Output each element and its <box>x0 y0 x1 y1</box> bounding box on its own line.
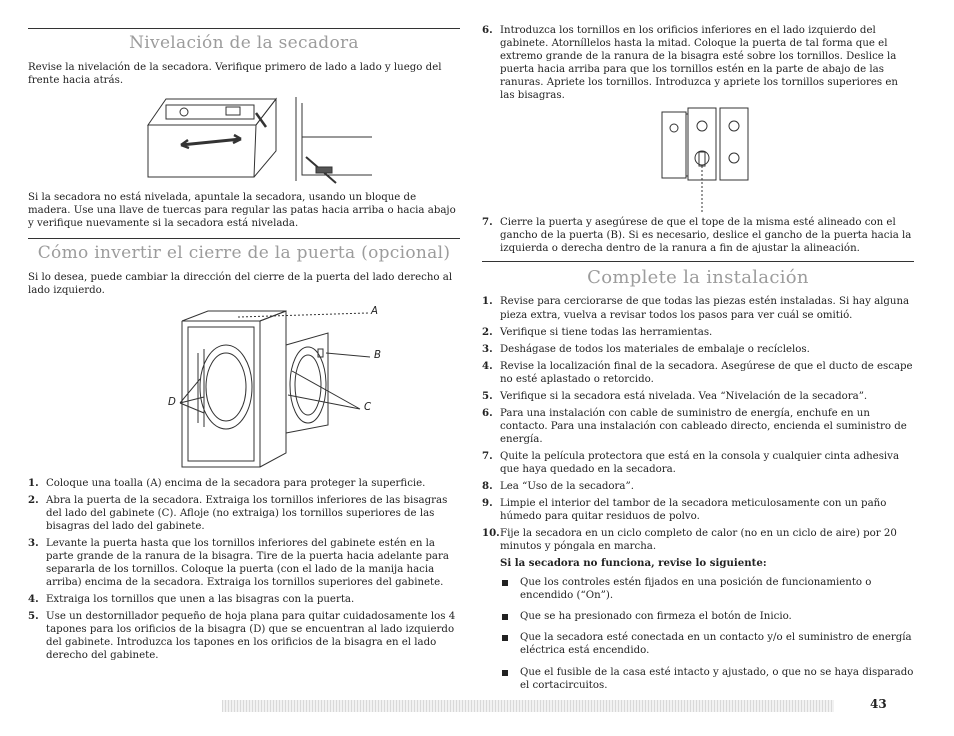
right-column <box>482 0 914 721</box>
section-rule <box>28 28 460 29</box>
door-illustration <box>168 305 390 475</box>
list-item: 2. Verifique si tiene todas las herramientas. <box>482 325 713 338</box>
list-item: 1. Revise para cerciorarse de que todas las piezas estén instaladas. Si hay alguna pieza extra, vuelva a revisar todos los pasos para ver cuál se omitió. <box>482 295 910 321</box>
door-reversal-intro: Si lo desea, puede cambiar la dirección del cierre de la puerta del lado derecho al lado izquierdo. <box>28 271 453 296</box>
label-d: D <box>168 396 176 408</box>
list-item: Que se ha presionado con firmeza el botón de Inicio. <box>482 610 914 623</box>
label-b: B <box>374 349 381 361</box>
list-item: 6. Para una instalación con cable de suministro de energía, enchufe en un contacto. Para una instalación con cableado directo, encienda el suministro de energía. <box>482 406 907 445</box>
section-rule <box>28 238 460 239</box>
hinge-illustration <box>658 106 754 214</box>
list-item: Que la secadora esté conectada en un contacto y/o el suministro de energía eléctrica está encendido. <box>482 631 914 657</box>
label-a: A <box>371 305 378 317</box>
list-item: 3. Levante la puerta hasta que los tornillos inferiores del gabinete estén en la parte grande de la ranura de la bisagra. Tire de la puerta hacia adelante para separarla de los tornillos. Coloque la puerta (con el lado de la manija hacia arriba) encima de la secadora. Extraiga los tornillos superiores del gabinete. <box>28 537 449 589</box>
list-item: 1. Coloque una toalla (A) encima de la secadora para proteger la superficie. <box>28 476 426 489</box>
leveling-intro: Revise la nivelación de la secadora. Verifique primero de lado a lado y luego del frente hacia atrás. <box>28 61 442 86</box>
footer-bar <box>222 700 834 712</box>
list-item: 4. Revise la localización final de la secadora. Asegúrese de que el ducto de escape no esté aplastado o retorcido. <box>482 359 913 385</box>
leveling-after: Si la secadora no está nivelada, apuntale la secadora, usando un bloque de madera. Use una llave de tuercas para regular las patas hacia arriba o hacia abajo y verifique nuevamente si la secadora está nivelada. <box>28 191 456 229</box>
list-item: 2. Abra la puerta de la secadora. Extraiga los tornillos inferiores de las bisagras del lado del gabinete (C). Afloje (no extraiga) los tornillos superiores de las bisagras del lado del gabinete. <box>28 493 448 532</box>
complete-installation-steps <box>482 295 914 553</box>
list-item: 3. Deshágase de todos los materiales de embalaje o recíclelos. <box>482 342 810 355</box>
list-item: 8. Lea “Uso de la secadora”. <box>482 480 634 493</box>
troubleshoot-list <box>482 576 914 712</box>
list-item: Que los controles estén fijados en una posición de funcionamiento o encendido (“On”). <box>482 576 914 602</box>
section-title-leveling: Nivelación de la secadora <box>129 33 359 53</box>
section-title-complete: Complete la instalación <box>587 267 809 289</box>
section-rule <box>482 261 914 262</box>
left-column <box>28 0 460 666</box>
list-item: Que el fusible de la casa esté intacto y ajustado, o que no se haya disparado el cortacircuitos. <box>482 666 914 692</box>
troubleshoot-heading: Si la secadora no funciona, revise lo siguiente: <box>500 557 767 570</box>
list-item: 7. Quite la película protectora que está en la consola y cualquier cinta adhesiva que haya quedado en la secadora. <box>482 449 900 475</box>
section-title-door-reversal: Cómo invertir el cierre de la puerta (opcional) <box>37 242 451 263</box>
door-reversal-steps-continued <box>482 24 914 102</box>
door-reversal-steps <box>28 477 460 663</box>
list-item: 7. Cierre la puerta y asegúrese de que el tope de la misma esté alineado con el gancho de la puerta (B). Si es necesario, deslice el gancho de la puerta hacia la izquierda o derecha dentro de la ranura a fin de ajustar la alineación. <box>482 216 912 255</box>
list-item: 5. Verifique si la secadora está nivelada. Vea “Nivelación de la secadora”. <box>482 389 868 402</box>
list-item: 6. Introduzca los tornillos en los orificios inferiores en el lado izquierdo del gabinete. Atorníllelos hasta la mitad. Coloque la puerta de tal forma que el extremo grande de la ranura de la bisagra esté sobre los tornillos. Deslice la puerta hacia arriba para que los tornillos estén en la parte de abajo de las ranuras. Apriete los tornillos. Introduzca y apriete los tornillos superiores en las bisagras. <box>482 24 898 102</box>
leveling-illustration <box>126 95 376 187</box>
page-number: 43 <box>870 697 887 711</box>
list-item: 10. Fije la secadora en un ciclo completo de calor (no en un ciclo de aire) por 20 minutos y póngala en marcha. <box>482 527 897 553</box>
list-item: 9. Limpie el interior del tambor de la secadora meticulosamente con un paño húmedo para quitar residuos de polvo. <box>482 497 887 523</box>
list-item: 5. Use un destornillador pequeño de hoja plana para quitar cuidadosamente los 4 tapones para los orificios de la bisagra (D) que se encuentran al lado izquierdo del gabinete. Introduzca los tapones en los orificios de la bisagra en el lado derecho del gabinete. <box>28 610 456 662</box>
list-item: 4. Extraiga los tornillos que unen a las bisagras con la puerta. <box>28 593 355 606</box>
door-reversal-step-7 <box>482 216 914 255</box>
label-c: C <box>364 401 372 413</box>
